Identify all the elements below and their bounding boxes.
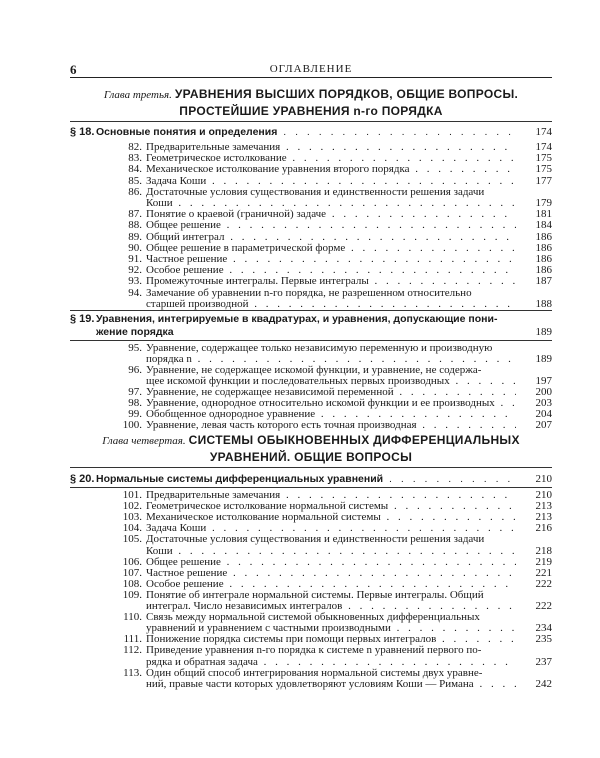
entry-page: 175: [535, 163, 552, 176]
chapter3-rule: [70, 121, 552, 122]
entry-title: Предварительные замечания . . .: [146, 490, 516, 501]
entry-title: Понижение порядка системы при помощи первых интегралов . . .: [146, 634, 516, 645]
entry-title-cont: щее искомой функции и последовательных первых производных . . .: [146, 376, 516, 387]
entry-title: Механическое истолкование уравнения второго порядка . . .: [146, 164, 516, 175]
entry-page: 181: [535, 208, 552, 221]
entry-page: 204: [535, 408, 552, 420]
entry-page: 177: [535, 174, 552, 187]
entry-number: 85.: [128, 174, 142, 187]
running-title: ОГЛАВЛЕНИЕ: [269, 63, 353, 75]
entry-page: 186: [535, 230, 552, 243]
entry-number: 96.: [128, 364, 142, 376]
entry-page: 175: [535, 152, 552, 165]
entry-number: 91.: [128, 253, 142, 265]
entry-number: 103.: [122, 511, 142, 524]
entry-page: 207: [535, 419, 552, 431]
chapter3-label: Глава третья.: [103, 89, 172, 101]
entry-title-cont: порядка n . . .: [146, 354, 516, 365]
entry-title: Понятие об интеграле нормальной системы. Первые интегралы. Общий: [146, 589, 484, 601]
chapter3-title-line2: ПРОСТЕЙШИЕ УРАВНЕНИЯ n-го ПОРЯДКА: [179, 104, 443, 118]
entry-page: 222: [535, 600, 552, 612]
entry-title: Уравнение, не содержащее независимой переменной . . .: [146, 387, 516, 398]
entry-page: 188: [535, 297, 552, 310]
section-page: 174: [535, 126, 552, 138]
entry-title: Один общий способ интегрирования нормальной системы двух уравне-: [146, 667, 483, 679]
entry-title: Уравнение, однородное относительно искомой функции и ее производных . . .: [146, 398, 516, 409]
entry-number: 113.: [123, 666, 142, 679]
chapter4-heading: [70, 432, 552, 449]
section19-rule: [70, 340, 552, 341]
entry-number: 107.: [122, 566, 142, 579]
entry-title: Частное решение . . .: [146, 568, 516, 579]
entry-title: Понятие о краевой (граничной) задаче . . .: [146, 209, 516, 220]
entry-title: Промежуточные интегралы. Первые интегралы . . .: [146, 276, 516, 287]
entry-page: 186: [535, 241, 552, 254]
chapter4-rule: [70, 467, 552, 468]
entry-number: 105.: [122, 533, 142, 546]
entry-title: Связь между нормальной системой обыкновенных дифференциальных: [146, 612, 480, 624]
entry-number: 112.: [123, 644, 142, 657]
chapter3-heading-2: [70, 103, 552, 119]
entry-title-cont: старшей производной . . .: [146, 299, 516, 310]
entry-page: 174: [535, 141, 552, 153]
entry-number: 102.: [122, 500, 142, 513]
header-rule: [70, 77, 552, 78]
chapter3-title-line1: УРАВНЕНИЯ ВЫСШИХ ПОРЯДКОВ, ОБЩИЕ ВОПРОСЫ.: [174, 87, 519, 101]
entry-number: 87.: [128, 208, 142, 221]
entry-title: Геометрическое истолкование . . .: [146, 153, 516, 164]
entry-page: 221: [535, 566, 552, 579]
entry-page: 222: [535, 577, 552, 590]
entry-title: Достаточные условия существования и единственности решения задачи: [146, 534, 485, 546]
entry-number: 84.: [128, 163, 142, 176]
entry-title: Общий интеграл . . .: [146, 232, 516, 243]
entry-title: Геометрическое истолкование нормальной системы . . .: [146, 501, 516, 512]
entry-number: 110.: [123, 611, 142, 624]
section-title: Уравнения, интегрируемые в квадратурах, и уравнения, допускающие пони-: [96, 314, 498, 325]
entry-number: 106.: [122, 555, 142, 568]
entry-page: 213: [535, 500, 552, 513]
entry-page: 197: [535, 375, 552, 387]
entry-title: Особое решение . . .: [146, 579, 516, 590]
entry-number: 90.: [128, 241, 142, 254]
section-title: Основные понятия и определения . . .: [96, 127, 516, 138]
entry-title: Общее решение в параметрической форме . . .: [146, 243, 516, 254]
entry-page: 216: [535, 522, 552, 535]
entry-number: 104.: [122, 522, 142, 535]
entry-number: 95.: [128, 342, 142, 354]
entry-title: Обобщенное однородное уравнение . . .: [146, 409, 516, 420]
entry-title: Приведение уравнения n-го порядка к системе n уравнений первого по-: [146, 645, 482, 657]
entry-title: Уравнение, не содержащее искомой функции, и уравнение, не содержа-: [146, 365, 482, 376]
entry-page: 218: [535, 544, 552, 557]
entry-number: 88.: [128, 219, 142, 232]
entry-page: 200: [535, 386, 552, 398]
entry-number: 92.: [128, 264, 142, 277]
entry-title-cont: интеграл. Число независимых интегралов . . .: [146, 601, 516, 612]
entry-number: 93.: [128, 275, 142, 288]
entry-page: 242: [535, 677, 552, 690]
entry-title: Задача Коши . . .: [146, 523, 516, 534]
entry-page: 235: [535, 633, 552, 646]
entry-number: 101.: [122, 489, 142, 501]
chapter4-title-line1: СИСТЕМЫ ОБЫКНОВЕННЫХ ДИФФЕРЕНЦИАЛЬНЫХ: [188, 433, 520, 447]
entry-page: 187: [535, 275, 552, 288]
section-title: Нормальные системы дифференциальных уравнений . . .: [96, 474, 516, 485]
entry-page: 179: [535, 197, 552, 209]
section-page: 189: [535, 326, 552, 338]
entry-title-cont: ний, правые части которых удовлетворяют условиям Коши — Римана . . .: [146, 679, 516, 690]
entry-number: 109.: [122, 588, 142, 601]
entry-title-cont: Коши . . .: [146, 198, 516, 209]
entry-number: 111.: [123, 633, 142, 646]
page-header: [70, 62, 552, 76]
entry-page: 186: [535, 253, 552, 265]
entry-page: 213: [535, 511, 552, 524]
entry-page: 184: [535, 219, 552, 232]
entry-number: 89.: [128, 230, 142, 243]
section-title-cont: жение порядка: [96, 326, 174, 338]
entry-title: Предварительные замечания . . .: [146, 142, 516, 153]
entry-title: Уравнение, содержащее только независимую переменную и производную: [146, 343, 493, 354]
page-number: 6: [70, 62, 77, 77]
entry-title-cont: уравнений и уравнением с частными производными . . .: [146, 623, 516, 634]
entry-number: 97.: [128, 386, 142, 398]
entry-title: Частное решение . . .: [146, 254, 516, 265]
section-page: 210: [535, 473, 552, 485]
chapter4-heading-2: [70, 449, 552, 465]
chapter4-title-line2: УРАВНЕНИЙ. ОБЩИЕ ВОПРОСЫ: [209, 450, 413, 464]
entry-title: Уравнение, левая часть которого есть точная производная . . .: [146, 420, 516, 431]
entry-page: 210: [535, 489, 552, 501]
section-number: § 19.: [70, 313, 95, 325]
entry-page: 186: [535, 264, 552, 277]
chapter4-label: Глава четвертая.: [102, 435, 186, 447]
entry-title: Общее решение . . .: [146, 220, 516, 231]
entry-title: Достаточные условия существования и единственности решения задачи: [146, 186, 485, 198]
entry-number: 99.: [128, 408, 142, 420]
entry-number: 86.: [128, 185, 142, 198]
entry-page: 203: [535, 397, 552, 409]
entry-number: 100.: [122, 419, 142, 431]
entry-page: 234: [535, 622, 552, 635]
section-number: § 20.: [70, 473, 95, 485]
entry-page: 219: [535, 555, 552, 568]
entry-page: 189: [535, 353, 552, 365]
entry-title: Замечание об уравнении n-го порядка, не разрешенном относительно: [146, 287, 472, 299]
entry-title: Общее решение . . .: [146, 557, 516, 568]
entry-page: 237: [535, 655, 552, 668]
entry-number: 98.: [128, 397, 142, 409]
entry-title: Особое решение . . .: [146, 265, 516, 276]
section-number: § 18.: [70, 126, 95, 138]
entry-title-cont: Коши . . .: [146, 546, 516, 557]
section20-rule: [70, 487, 552, 488]
entry-number: 108.: [122, 577, 142, 590]
entry-number: 94.: [128, 286, 142, 299]
entry-title-cont: рядка и обратная задача . . .: [146, 657, 516, 668]
entry-title: Задача Коши . . .: [146, 176, 516, 187]
entry-number: 82.: [128, 141, 142, 153]
chapter3-heading: [70, 86, 552, 103]
entry-number: 83.: [128, 152, 142, 165]
section18-rule: [70, 310, 552, 311]
entry-title: Механическое истолкование нормальной системы . . .: [146, 512, 516, 523]
